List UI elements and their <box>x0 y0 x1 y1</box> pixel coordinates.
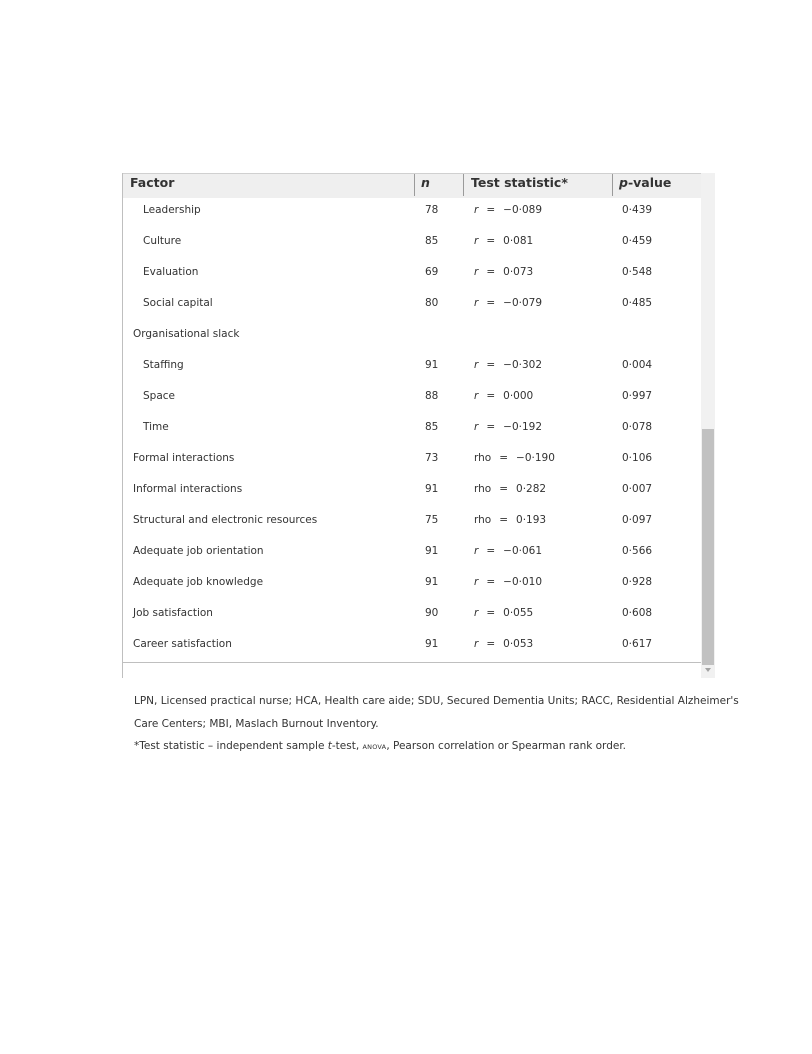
stat-symbol: r <box>474 545 479 557</box>
cell-n: 91 <box>425 359 439 371</box>
table-row <box>123 569 701 600</box>
cell-p-value: 0·097 <box>622 514 653 526</box>
header-divider <box>414 174 415 196</box>
table-row <box>123 352 701 383</box>
cell-p-value: 0·617 <box>622 638 653 650</box>
scroll-down-arrow-icon[interactable] <box>705 668 711 672</box>
table-footnotes <box>134 690 739 759</box>
data-table <box>122 173 716 678</box>
stat-equals: = <box>486 607 496 619</box>
cell-test-statistic <box>474 197 542 228</box>
footnote-abbreviations-continued: Care Centers; MBI, Maslach Burnout Inventory. <box>134 717 379 730</box>
header-p-rest: -value <box>627 175 672 190</box>
cell-n: 88 <box>425 390 439 402</box>
stat-value: 0·000 <box>503 390 534 402</box>
cell-test-statistic <box>474 538 542 569</box>
cell-n: 73 <box>425 452 439 464</box>
stat-value: −0·190 <box>516 452 555 464</box>
table-row <box>123 259 701 290</box>
cell-factor: Culture <box>143 235 182 247</box>
header-divider <box>612 174 613 196</box>
stat-value: −0·079 <box>503 297 542 309</box>
stat-equals: = <box>499 483 509 495</box>
cell-p-value: 0·997 <box>622 390 653 402</box>
cell-test-statistic <box>474 259 533 290</box>
stat-symbol: r <box>474 576 479 588</box>
table-row <box>123 383 701 414</box>
cell-n: 69 <box>425 266 439 278</box>
table-row <box>123 290 701 321</box>
cell-n: 75 <box>425 514 439 526</box>
footnote-test-statistic <box>134 735 694 759</box>
stat-value: 0·055 <box>503 607 534 619</box>
cell-factor: Job satisfaction <box>133 607 213 619</box>
cell-n: 80 <box>425 297 439 309</box>
stat-symbol: r <box>474 421 479 433</box>
stat-equals: = <box>486 235 496 247</box>
cell-factor: Organisational slack <box>133 328 240 340</box>
footnote-text: *Test statistic – independent sample <box>134 740 328 752</box>
cell-n: 78 <box>425 204 439 216</box>
cell-p-value: 0·485 <box>622 297 653 309</box>
stat-value: −0·302 <box>503 359 542 371</box>
cell-n: 91 <box>425 638 439 650</box>
cell-p-value: 0·928 <box>622 576 653 588</box>
stat-value: 0·193 <box>516 514 547 526</box>
stat-value: 0·282 <box>516 483 547 495</box>
cell-test-statistic <box>474 569 542 600</box>
stat-equals: = <box>486 359 496 371</box>
cell-factor: Staffing <box>143 359 184 371</box>
cell-factor: Informal interactions <box>133 483 243 495</box>
stat-symbol: r <box>474 607 479 619</box>
vertical-scrollbar[interactable] <box>701 173 715 678</box>
header-test-statistic: Test statistic* <box>471 175 568 190</box>
cell-n: 90 <box>425 607 439 619</box>
cell-test-statistic <box>474 352 542 383</box>
stat-symbol: rho <box>474 452 492 464</box>
cell-test-statistic <box>474 383 533 414</box>
stat-value: −0·192 <box>503 421 542 433</box>
cell-test-statistic <box>474 631 533 662</box>
table-row <box>123 631 701 662</box>
cell-test-statistic <box>474 290 542 321</box>
cell-test-statistic <box>474 228 533 259</box>
stat-symbol: r <box>474 235 479 247</box>
stat-value: 0·081 <box>503 235 534 247</box>
stat-value: −0·010 <box>503 576 542 588</box>
cell-p-value: 0·459 <box>622 235 653 247</box>
footnote-t-italic: t <box>327 740 332 752</box>
cell-test-statistic <box>474 414 542 445</box>
table-row <box>123 507 701 538</box>
cell-test-statistic <box>474 476 546 507</box>
cell-p-value: 0·439 <box>622 204 653 216</box>
table-row <box>123 414 701 445</box>
cell-n: 91 <box>425 576 439 588</box>
stat-value: 0·073 <box>503 266 534 278</box>
cell-factor: Adequate job knowledge <box>133 576 264 588</box>
stat-symbol: r <box>474 297 479 309</box>
cell-p-value: 0·078 <box>622 421 653 433</box>
cell-p-value: 0·608 <box>622 607 653 619</box>
stat-symbol: r <box>474 359 479 371</box>
footnote-abbreviations: LPN, Licensed practical nurse; HCA, Health care aide; SDU, Secured Dementia Units; RACC, Residential Alzheimer's <box>134 695 739 707</box>
stat-equals: = <box>486 576 496 588</box>
scrollbar-thumb[interactable] <box>702 429 714 665</box>
stat-symbol: rho <box>474 483 492 495</box>
cell-test-statistic <box>474 321 490 352</box>
table-bottom-border <box>123 662 701 663</box>
table-header <box>123 173 701 198</box>
stat-symbol: r <box>474 390 479 402</box>
cell-n: 85 <box>425 421 439 433</box>
cell-n: 91 <box>425 483 439 495</box>
table-row <box>123 197 701 228</box>
table-row <box>123 476 701 507</box>
stat-equals: = <box>486 266 496 278</box>
stat-symbol: r <box>474 266 479 278</box>
cell-p-value: 0·004 <box>622 359 653 371</box>
header-p-value <box>619 174 671 199</box>
header-p-italic: p <box>619 175 628 190</box>
cell-n: 91 <box>425 545 439 557</box>
table-row <box>123 538 701 569</box>
cell-factor: Leadership <box>143 204 201 216</box>
header-n: n <box>421 175 430 190</box>
stat-value: −0·061 <box>503 545 542 557</box>
stat-value: −0·089 <box>503 204 542 216</box>
cell-factor: Formal interactions <box>133 452 235 464</box>
cell-factor: Space <box>143 390 175 402</box>
cell-factor: Career satisfaction <box>133 638 232 650</box>
cell-p-value: 0·566 <box>622 545 653 557</box>
header-divider <box>463 174 464 196</box>
cell-factor: Adequate job orientation <box>133 545 264 557</box>
stat-equals: = <box>486 545 496 557</box>
cell-factor: Evaluation <box>143 266 199 278</box>
stat-symbol: r <box>474 638 479 650</box>
stat-equals: = <box>486 421 496 433</box>
cell-factor: Social capital <box>143 297 213 309</box>
stat-equals: = <box>499 452 509 464</box>
header-factor: Factor <box>130 175 175 190</box>
table-row <box>123 228 701 259</box>
cell-p-value: 0·106 <box>622 452 653 464</box>
stat-equals: = <box>486 297 496 309</box>
footnote-text: -test, <box>331 740 363 752</box>
table-row <box>123 321 701 352</box>
cell-test-statistic <box>474 507 546 538</box>
stat-symbol: rho <box>474 514 492 526</box>
stat-symbol: r <box>474 204 479 216</box>
stat-value: 0·053 <box>503 638 534 650</box>
cell-n: 85 <box>425 235 439 247</box>
table-row <box>123 600 701 631</box>
stat-equals: = <box>486 638 496 650</box>
stat-equals: = <box>486 390 496 402</box>
table-row <box>123 445 701 476</box>
cell-test-statistic <box>474 445 555 476</box>
cell-test-statistic <box>474 600 533 631</box>
cell-p-value: 0·548 <box>622 266 653 278</box>
cell-factor: Time <box>143 421 169 433</box>
cell-factor: Structural and electronic resources <box>133 514 318 526</box>
stat-equals: = <box>486 204 496 216</box>
footnote-text: , Pearson correlation or Spearman rank order. <box>386 740 627 752</box>
stat-equals: = <box>499 514 509 526</box>
cell-p-value: 0·007 <box>622 483 653 495</box>
footnote-anova: ANOVA <box>362 743 387 751</box>
